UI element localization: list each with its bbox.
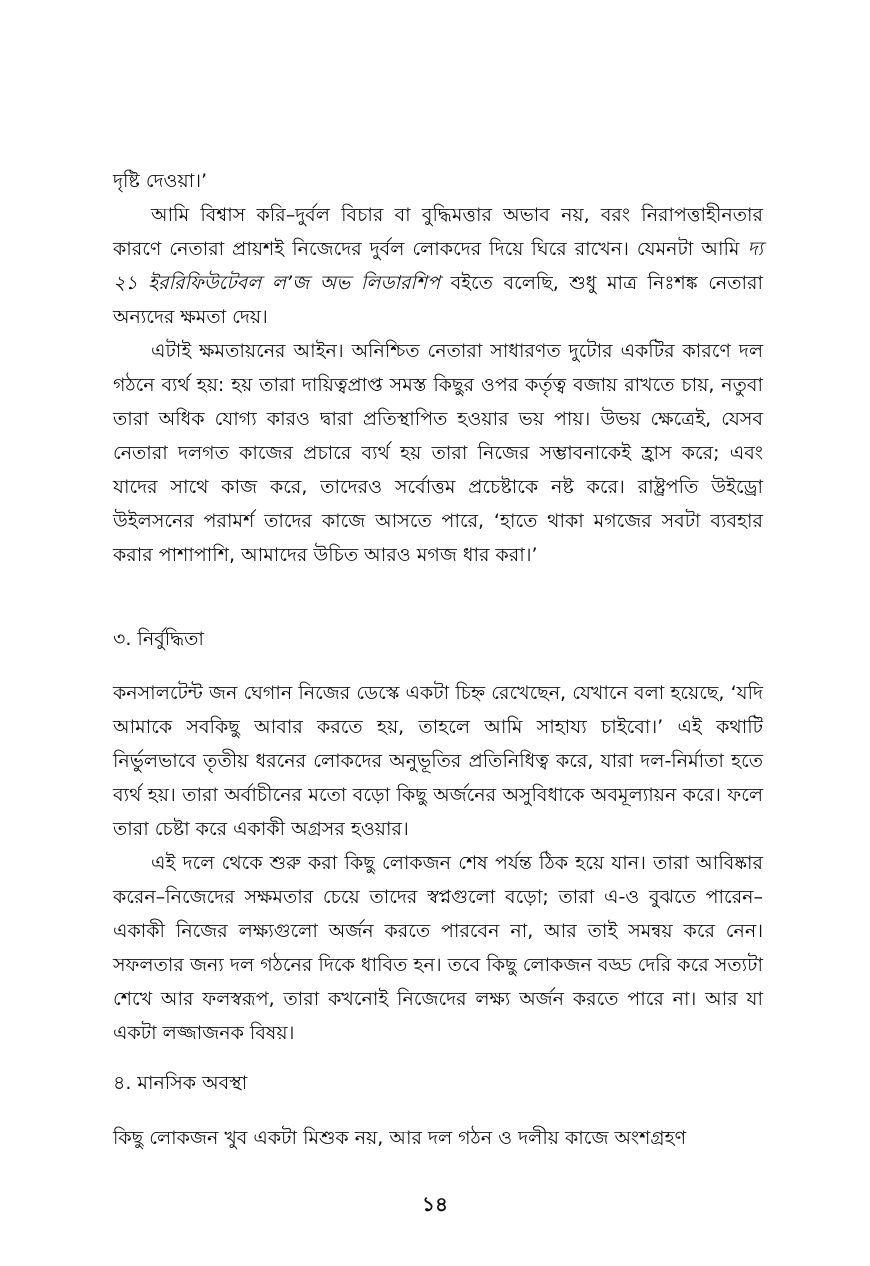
section-heading-4: ৪. মানসিক অবস্থা bbox=[113, 1072, 248, 1094]
paragraph-text: বইতে বলেছি, শুধু মাত্র নিঃশঙ্ক নেতারা অন্যদের ক্ষমতা দেয়। bbox=[113, 272, 763, 328]
paragraph-empowerment: এটাই ক্ষমতায়নের আইন। অনিশ্চিত নেতারা সাধারণত দুটোর একটির কারণে দল গঠনে ব্যর্থ হয়: হয় তারা দায়িত্বপ্রাপ্ত সমস্ত কিছুর ওপর কর্তৃত্ব বজায় রাখতে চায়, নতুবা তারা অধিক যোগ্য কারও দ্বারা প্রতিস্থাপিত হওয়ার ভয় পায়। উভয় ক্ষেত্রেই, যেসব নেতারা দলগত কাজের প্রচারে ব্যর্থ হয় তারা নিজের সম্ভাবনাকেই হ্রাস করে; এবং যাদের সাথে কাজ করে, তাদেরও সর্বোত্তম প্রচেষ্টাকে নষ্ট করে। রাষ্ট্রপতি উইড্রো উইলসনের পরামর্শ তাদের কাজে আসতে পারে, ‘হাতে থাকা মগজের সবটা ব্যবহার করার পাশাপাশি, আমাদের উচিত আরও মগজ ধার করা।’ bbox=[113, 340, 763, 566]
paragraph-continuation: দৃষ্টি দেওয়া।’ bbox=[113, 170, 208, 192]
paragraph-insecurity bbox=[113, 198, 763, 334]
page-number: ১৪ bbox=[422, 1192, 448, 1216]
book-title: দ্য ২১ ইররিফিউটেবল ল’জ অভ লিডারশিপ bbox=[113, 238, 763, 294]
paragraph-consultant: কনসালটেন্ট জন ঘেগান নিজের ডেস্কে একটা চিহ্ন রেখেছেন, যেখানে বলা হয়েছে, ‘যদি আমাকে সবকিছু আবার করতে হয়, তাহলে আমি সাহায্য চাইবো।’ এই কথাটি নির্ভুলভাবে তৃতীয় ধরনের লোকদের অনুভূতির প্রতিনিধিত্ব করে, যারা দল-নির্মাতা হতে ব্যর্থ হয়। তারা অর্বাচীনের মতো বড়ো কিছু অর্জনের অসুবিধাকে অবমূল্যায়ন করে। ফলে তারা চেষ্টা করে একাকী অগ্রসর হওয়ার। bbox=[113, 682, 763, 840]
paragraph-sociability: কিছু লোকজন খুব একটা মিশুক নয়, আর দল গঠন ও দলীয় কাজে অংশগ্রহণ bbox=[113, 1127, 687, 1149]
paragraph-text: আমি বিশ্বাস করি–দুর্বল বিচার বা বুদ্ধিমত্তার অভাব নয়, বরং নিরাপত্তাহীনতার কারণে নেতারা প্রায়শই নিজেদের দুর্বল লোকদের দিয়ে ঘিরে রাখেন। যেমনটা আমি bbox=[113, 204, 763, 260]
paragraph-discovery: এই দলে থেকে শুরু করা কিছু লোকজন শেষ পর্যন্ত ঠিক হয়ে যান। তারা আবিষ্কার করেন–নিজেদের সক্ষমতার চেয়ে তাদের স্বপ্নগুলো বড়ো; তারা এ-ও বুঝতে পারেন–একাকী নিজের লক্ষ্যগুলো অর্জন করতে পারবেন না, আর তাই সমন্বয় করে নেন। সফলতার জন্য দল গঠনের দিকে ধাবিত হন। তবে কিছু লোকজন বড্ড দেরি করে সত্যটা শেখে আর ফলস্বরূপ, তারা কখনোই নিজেদের লক্ষ্য অর্জন করতে পারে না। আর যা একটা লজ্জাজনক বিষয়। bbox=[113, 852, 763, 1044]
section-heading-3: ৩. নির্বুদ্ধিতা bbox=[113, 628, 204, 650]
